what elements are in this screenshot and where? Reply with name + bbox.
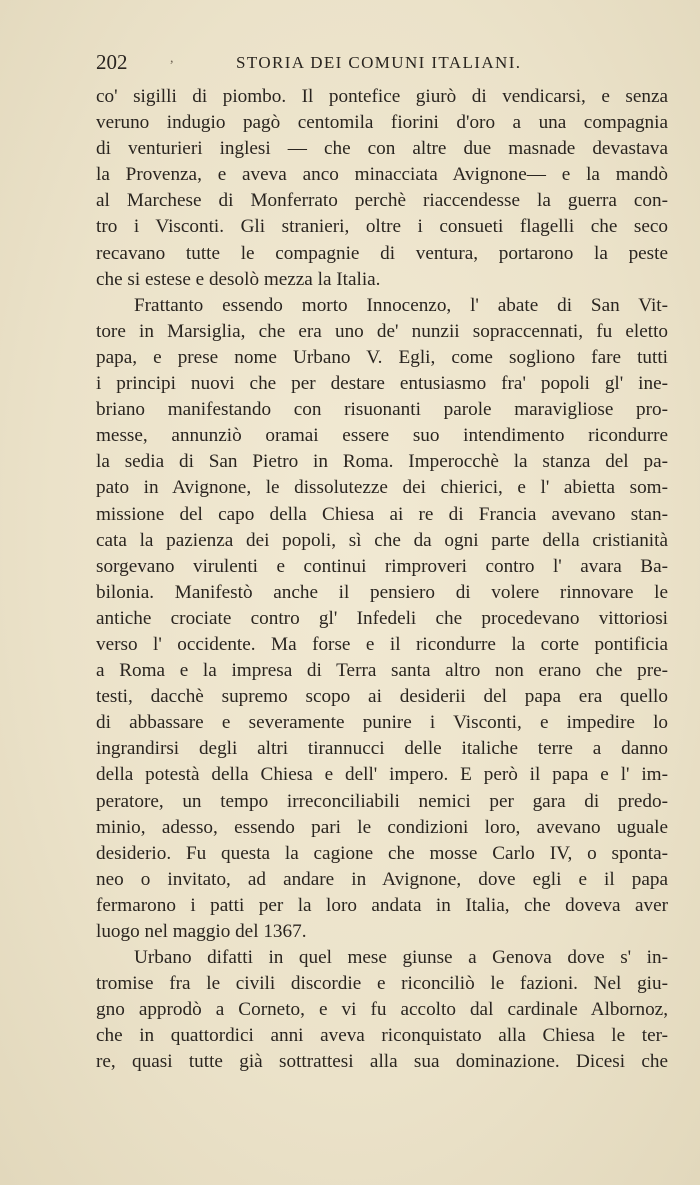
text-line: antiche crociate contro gl' Infedeli che procedevano vittoriosi <box>96 607 668 629</box>
text-line: briano manifestando con risuonanti parole maravigliose pro- <box>96 399 668 421</box>
running-title: STORIA DEI COMUNI ITALIANI. <box>236 53 522 72</box>
text-line: al Marchese di Monferrato perchè riaccendesse la guerra con- <box>96 190 668 212</box>
text-line: missione del capo della Chiesa ai re di Francia avevano stan- <box>96 503 668 525</box>
text-line: gno approdò a Corneto, e vi fu accolto dal cardinale Albornoz, <box>96 999 668 1021</box>
text-line: tore in Marsiglia, che era uno de' nunzii sopraccennati, fu eletto <box>96 320 668 342</box>
text-line: peratore, un tempo irreconciliabili nemici per gara di predo- <box>96 790 668 812</box>
text-line: messe, annunziò oramai essere suo intendimento ricondurre <box>96 425 668 447</box>
text-line: veruno indugio pagò centomila fiorini d'oro a una compagnia <box>96 112 668 134</box>
paragraph-first-line: Urbano difatti in quel mese giunse a Genova dove s' in- <box>134 947 668 969</box>
text-line: fermarono i patti per la loro andata in Italia, che doveva aver <box>96 894 668 916</box>
text-line: sorgevano virulenti e continui rimproveri contro l' avara Ba- <box>96 555 668 577</box>
text-line: co' sigilli di piombo. Il pontefice giurò di vendicarsi, e senza <box>96 86 668 107</box>
text-line: desiderio. Fu questa la cagione che mosse Carlo IV, o sponta- <box>96 842 668 864</box>
text-line: la sedia di San Pietro in Roma. Imperocchè la stanza del pa- <box>96 451 668 473</box>
text-line: della potestà della Chiesa e dell' impero. E però il papa e l' im- <box>96 764 668 786</box>
text-line: papa, e prese nome Urbano V. Egli, come sogliono fare tutti <box>96 346 668 368</box>
text-line: neo o invitato, ad andare in Avignone, dove egli e il papa <box>96 868 668 890</box>
paragraph-first-line: Frattanto essendo morto Innocenzo, l' abate di San Vit- <box>134 294 668 316</box>
text-line: ingrandirsi degli altri tirannucci delle italiche terre a danno <box>96 738 668 760</box>
text-line: re, quasi tutte già sottrattesi alla sua dominazione. Dicesi che <box>96 1051 668 1073</box>
text-line: minio, adesso, essendo pari le condizioni loro, avevano uguale <box>96 816 668 838</box>
text-line: bilonia. Manifestò anche il pensiero di volere rinnovare le <box>96 581 668 603</box>
text-line: che in quattordici anni aveva riconquistato alla Chiesa le ter- <box>96 1025 668 1047</box>
text-line: che si estese e desolò mezza la Italia. <box>96 268 381 290</box>
text-line: testi, dacchè supremo scopo ai desiderii del papa era quello <box>96 686 668 708</box>
text-line: a Roma e la impresa di Terra santa altro non erano che pre- <box>96 660 668 682</box>
header-mark: , <box>170 51 175 66</box>
text-line: recavano tutte le compagnie di ventura, portarono la peste <box>96 242 668 264</box>
running-header <box>96 50 670 76</box>
text-line: pato in Avignone, le dissolutezze dei chierici, e l' abietta som- <box>96 477 668 499</box>
text-line: luogo nel maggio del 1367. <box>96 921 307 942</box>
text-line: la Provenza, e aveva anco minacciata Avignone— e la mandò <box>96 164 668 186</box>
page-number: 202 <box>96 50 128 74</box>
text-line: i principi nuovi che per destare entusiasmo fra' popoli gl' ine- <box>96 373 668 395</box>
text-line: tro i Visconti. Gli stranieri, oltre i consueti flagelli che seco <box>96 216 668 238</box>
text-line: tromise fra le civili discordie e riconciliò le fazioni. Nel giu- <box>96 973 668 995</box>
text-line: cata la pazienza dei popoli, sì che da ogni parte della cristianità <box>96 529 668 551</box>
body-text <box>96 84 668 1076</box>
text-line: di venturieri inglesi — che con altre due masnade devastava <box>96 138 668 160</box>
text-line: verso l' occidente. Ma forse e il ricondurre la corte pontificia <box>96 633 668 655</box>
text-line: di abbassare e severamente punire i Visconti, e impedire lo <box>96 712 668 734</box>
